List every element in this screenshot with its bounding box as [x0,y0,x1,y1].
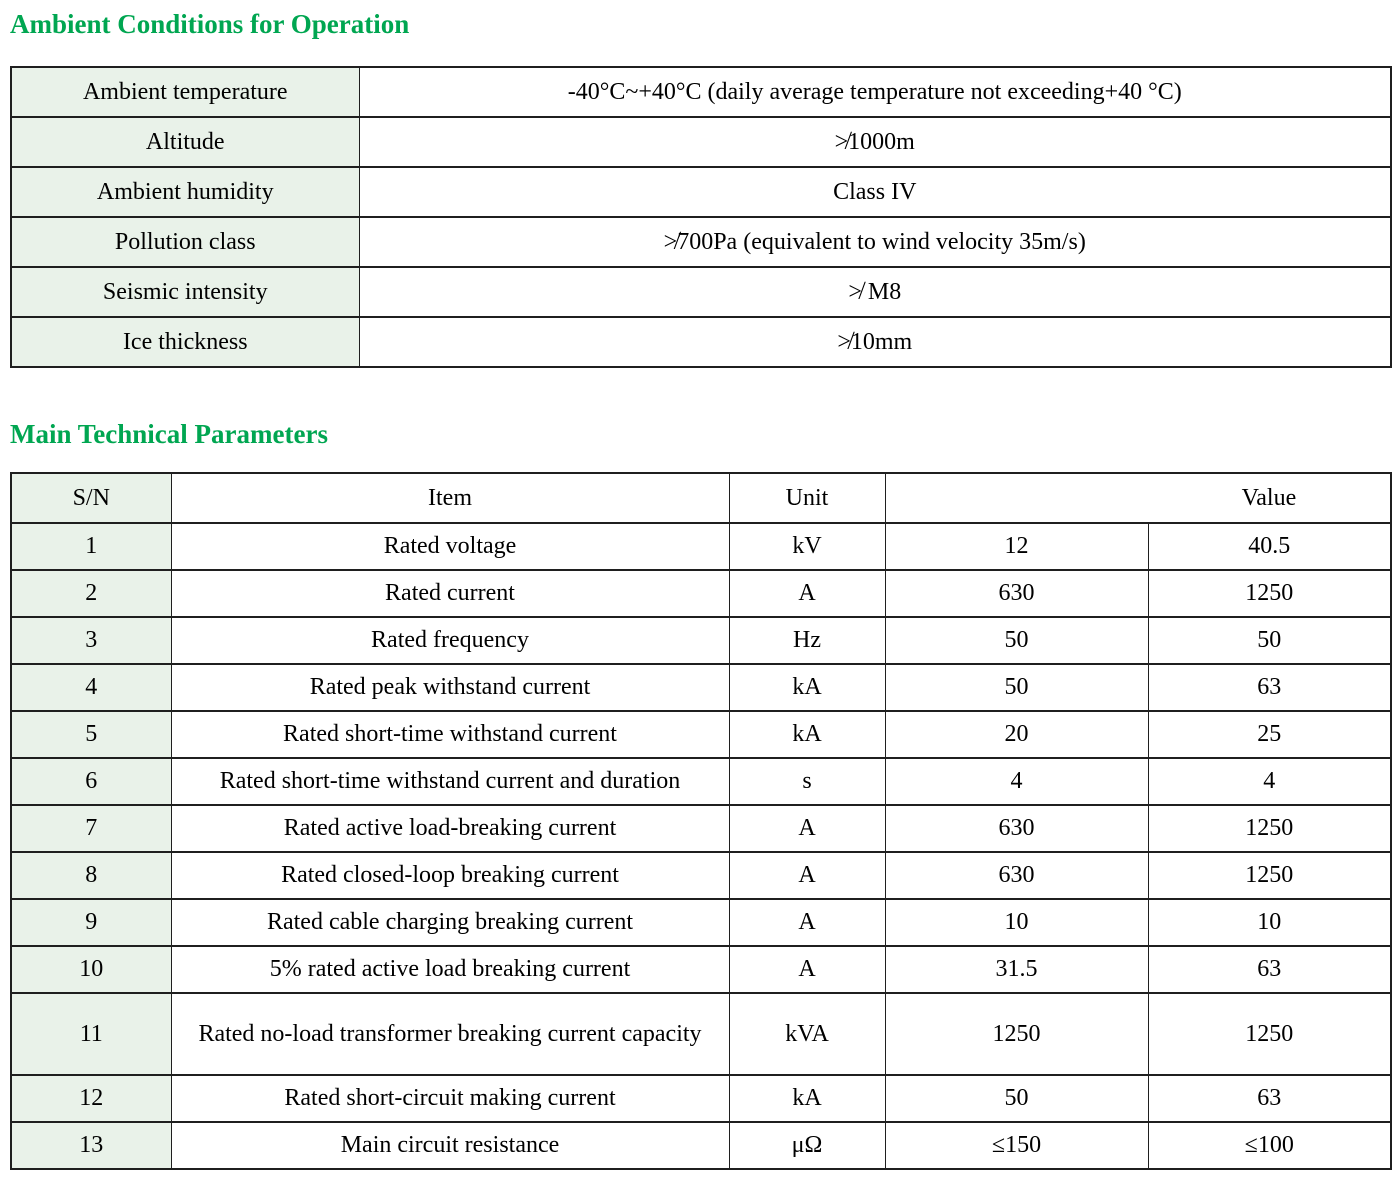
table-row [11,946,1391,993]
cell-item: Rated peak withstand current [171,664,729,711]
table-row [11,1075,1391,1122]
cell-value-2: 4 [1148,758,1391,805]
cell-value-2: 40.5 [1148,523,1391,570]
table-row [11,805,1391,852]
cell-item: Rated cable charging breaking current [171,899,729,946]
cell-sn: 4 [11,664,171,711]
cell-value-1: 20 [885,711,1148,758]
cell-unit: A [729,852,885,899]
cell-value-2: 63 [1148,664,1391,711]
table-row [11,267,1391,317]
cell-value-2: 63 [1148,946,1391,993]
row-label: Altitude [11,117,359,167]
cell-sn: 5 [11,711,171,758]
cell-value-1: 10 [885,899,1148,946]
table-row [11,664,1391,711]
table-row [11,523,1391,570]
row-label: Seismic intensity [11,267,359,317]
cell-sn: 8 [11,852,171,899]
cell-sn: 1 [11,523,171,570]
cell-unit: kA [729,1075,885,1122]
cell-sn: 2 [11,570,171,617]
table-row [11,1122,1391,1169]
cell-unit: kVA [729,993,885,1075]
cell-unit: Hz [729,617,885,664]
cell-value-1: 31.5 [885,946,1148,993]
cell-sn: 9 [11,899,171,946]
value-header-inner [886,485,1391,512]
cell-unit: kV [729,523,885,570]
cell-value-1: ≤150 [885,1122,1148,1169]
cell-value-2: 1250 [1148,570,1391,617]
cell-value-2: 63 [1148,1075,1391,1122]
technical-parameters-table [10,472,1392,1170]
cell-value-2: 1250 [1148,852,1391,899]
cell-value-2: ≤100 [1148,1122,1391,1169]
cell-unit: A [729,805,885,852]
cell-value-1: 630 [885,852,1148,899]
cell-value-2: 1250 [1148,805,1391,852]
cell-sn: 7 [11,805,171,852]
cell-sn: 3 [11,617,171,664]
cell-item: Rated closed-loop breaking current [171,852,729,899]
cell-unit: s [729,758,885,805]
section-title-ambient-conditions: Ambient Conditions for Operation [10,9,410,39]
cell-value-1: 1250 [885,993,1148,1075]
col-header-unit: Unit [729,473,885,523]
row-value: ≯700Pa (equivalent to wind velocity 35m/s) [359,217,1391,267]
row-label: Ambient temperature [11,67,359,117]
table-row [11,617,1391,664]
cell-value-1: 4 [885,758,1148,805]
row-value: ≯10mm [359,317,1391,367]
row-value: -40°C~+40°C (daily average temperature not exceeding+40 °C) [359,67,1391,117]
col-header-value: Value [1241,484,1297,511]
table-row [11,993,1391,1075]
ambient-conditions-table [10,66,1392,368]
col-header-item: Item [171,473,729,523]
cell-value-2: 10 [1148,899,1391,946]
cell-unit: kA [729,664,885,711]
table-row [11,899,1391,946]
row-value: Class IV [359,167,1391,217]
table-header-row [11,473,1391,523]
cell-unit: kA [729,711,885,758]
cell-value-1: 50 [885,617,1148,664]
table-row [11,167,1391,217]
cell-value-1: 50 [885,664,1148,711]
table-row [11,317,1391,367]
cell-item: Rated frequency [171,617,729,664]
table-row [11,758,1391,805]
table-row [11,67,1391,117]
row-label: Ice thickness [11,317,359,367]
table-row [11,570,1391,617]
cell-value-1: 50 [885,1075,1148,1122]
cell-item: Rated current [171,570,729,617]
cell-item: Rated short-circuit making current [171,1075,729,1122]
col-header-sn: S/N [11,473,171,523]
col-header-value-span [885,473,1391,523]
cell-item-text: Rated no-load transformer breaking current capacity [198,1020,702,1047]
cell-item: Rated short-time withstand current and duration [171,758,729,805]
cell-item [171,993,729,1075]
cell-sn: 11 [11,993,171,1075]
cell-value-1: 630 [885,570,1148,617]
section-title-main-technical-parameters: Main Technical Parameters [10,419,328,449]
cell-value-2: 25 [1148,711,1391,758]
row-label: Ambient humidity [11,167,359,217]
table-row [11,852,1391,899]
cell-item: 5% rated active load breaking current [171,946,729,993]
row-label: Pollution class [11,217,359,267]
row-value: ≯ M8 [359,267,1391,317]
cell-item: Rated short-time withstand current [171,711,729,758]
cell-unit: A [729,899,885,946]
cell-unit: A [729,946,885,993]
cell-item: Main circuit resistance [171,1122,729,1169]
row-value: ≯1000m [359,117,1391,167]
cell-unit: μΩ [729,1122,885,1169]
cell-value-1: 630 [885,805,1148,852]
cell-value-2: 1250 [1148,993,1391,1075]
cell-sn: 13 [11,1122,171,1169]
cell-value-1: 12 [885,523,1148,570]
cell-sn: 10 [11,946,171,993]
table-row [11,117,1391,167]
cell-item: Rated voltage [171,523,729,570]
cell-value-2: 50 [1148,617,1391,664]
table-row [11,217,1391,267]
cell-sn: 12 [11,1075,171,1122]
table-row [11,711,1391,758]
cell-sn: 6 [11,758,171,805]
cell-item: Rated active load-breaking current [171,805,729,852]
cell-unit: A [729,570,885,617]
